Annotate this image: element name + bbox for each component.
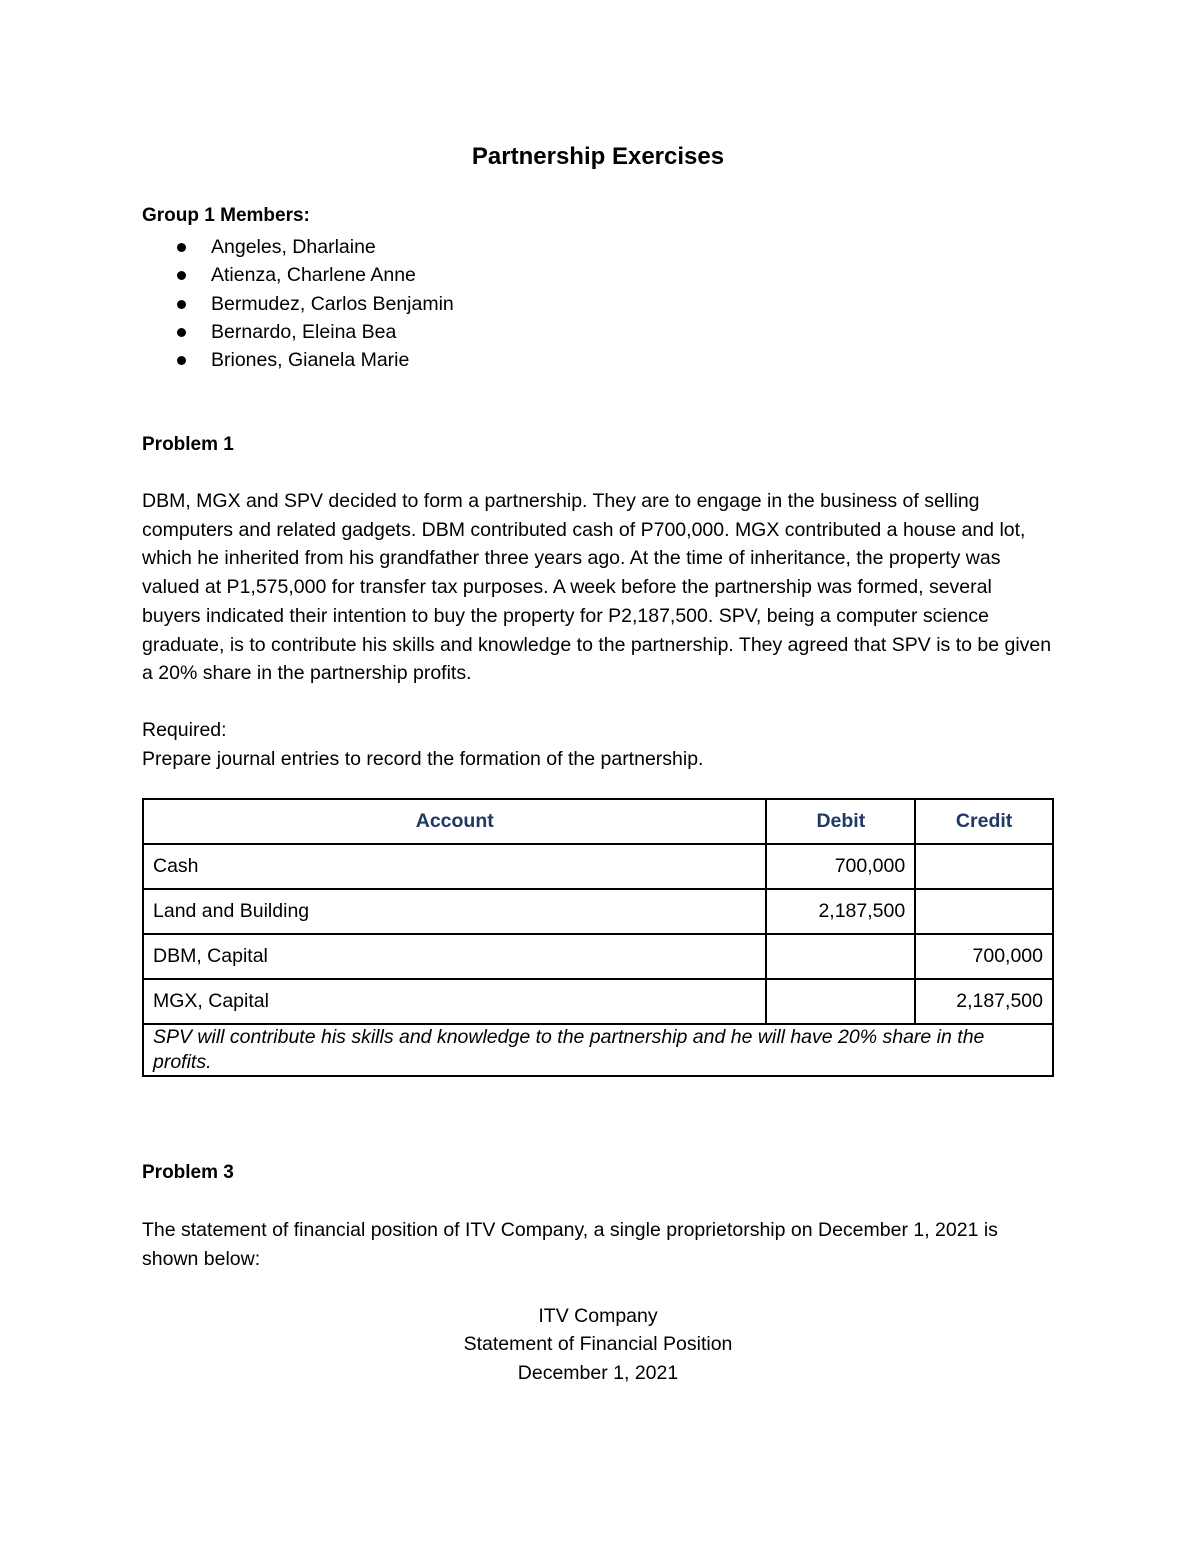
statement-title: Statement of Financial Position — [463, 1333, 733, 1356]
group-heading: Group 1 Members: — [142, 205, 310, 226]
table-row — [143, 979, 1053, 1024]
credit-cell — [915, 889, 1053, 934]
table-row — [143, 889, 1053, 934]
list-item: Angeles, Dharlaine — [142, 233, 454, 261]
table-row — [143, 934, 1053, 979]
required-text: Prepare journal entries to record the formation of the partnership. — [142, 747, 704, 770]
account-cell: Cash — [143, 844, 766, 889]
bullet-icon — [177, 271, 186, 280]
problem1-heading: Problem 1 — [142, 434, 234, 455]
table-row — [143, 844, 1053, 889]
problem3-heading: Problem 3 — [142, 1162, 234, 1183]
problem1-body — [142, 487, 1054, 688]
required-label: Required: — [142, 719, 227, 741]
problem3-text: The statement of financial position of ITV Company, a single proprietorship on December 1, 2021 is shown below: — [142, 1219, 998, 1270]
column-header-credit: Credit — [915, 799, 1053, 844]
debit-cell: 700,000 — [766, 844, 915, 889]
list-item: Bermudez, Carlos Benjamin — [142, 290, 454, 318]
bullet-icon — [177, 328, 186, 337]
account-cell: DBM, Capital — [143, 934, 766, 979]
members-list — [142, 233, 454, 374]
column-header-account: Account — [143, 799, 766, 844]
bullet-icon — [177, 243, 186, 252]
credit-cell: 2,187,500 — [915, 979, 1053, 1024]
list-item: Atienza, Charlene Anne — [142, 261, 454, 289]
problem1-text: DBM, MGX and SPV decided to form a partnership. They are to engage in the business of selling computers and related gadgets. DBM contributed cash of P700,000. MGX contributed a house and lot, which he inherited from his grandfather three years ago. At the time of inheritance, the property was valued at P1,575,000 for transfer tax purposes. A week before the partnership was formed, several buyers indicated their intention to buy the property for P2,187,500. SPV, being a computer science graduate, is to contribute his skills and knowledge to the partnership. They agreed that SPV is to be given a 20% share in the partnership profits. — [142, 490, 1052, 685]
debit-cell — [766, 979, 915, 1024]
document-title: Partnership Exercises — [471, 143, 725, 170]
problem3-body — [142, 1216, 1054, 1273]
statement-heading — [142, 1302, 1054, 1387]
table-note: SPV will contribute his skills and knowledge to the partnership and he will have 20% share in the profits. — [143, 1024, 1053, 1076]
statement-company: ITV Company — [538, 1305, 658, 1327]
account-cell: Land and Building — [143, 889, 766, 934]
bullet-icon — [177, 300, 186, 309]
debit-cell: 2,187,500 — [766, 889, 915, 934]
account-cell: MGX, Capital — [143, 979, 766, 1024]
table-header-row — [143, 799, 1053, 844]
credit-cell: 700,000 — [915, 934, 1053, 979]
required-section — [142, 716, 1054, 773]
column-header-debit: Debit — [766, 799, 915, 844]
statement-date: December 1, 2021 — [517, 1361, 679, 1384]
debit-cell — [766, 934, 915, 979]
journal-entry-table — [142, 798, 1054, 1077]
credit-cell — [915, 844, 1053, 889]
list-item: Bernardo, Eleina Bea — [142, 318, 454, 346]
bullet-icon — [177, 356, 186, 365]
list-item: Briones, Gianela Marie — [142, 346, 454, 374]
table-note-row — [143, 1024, 1053, 1076]
